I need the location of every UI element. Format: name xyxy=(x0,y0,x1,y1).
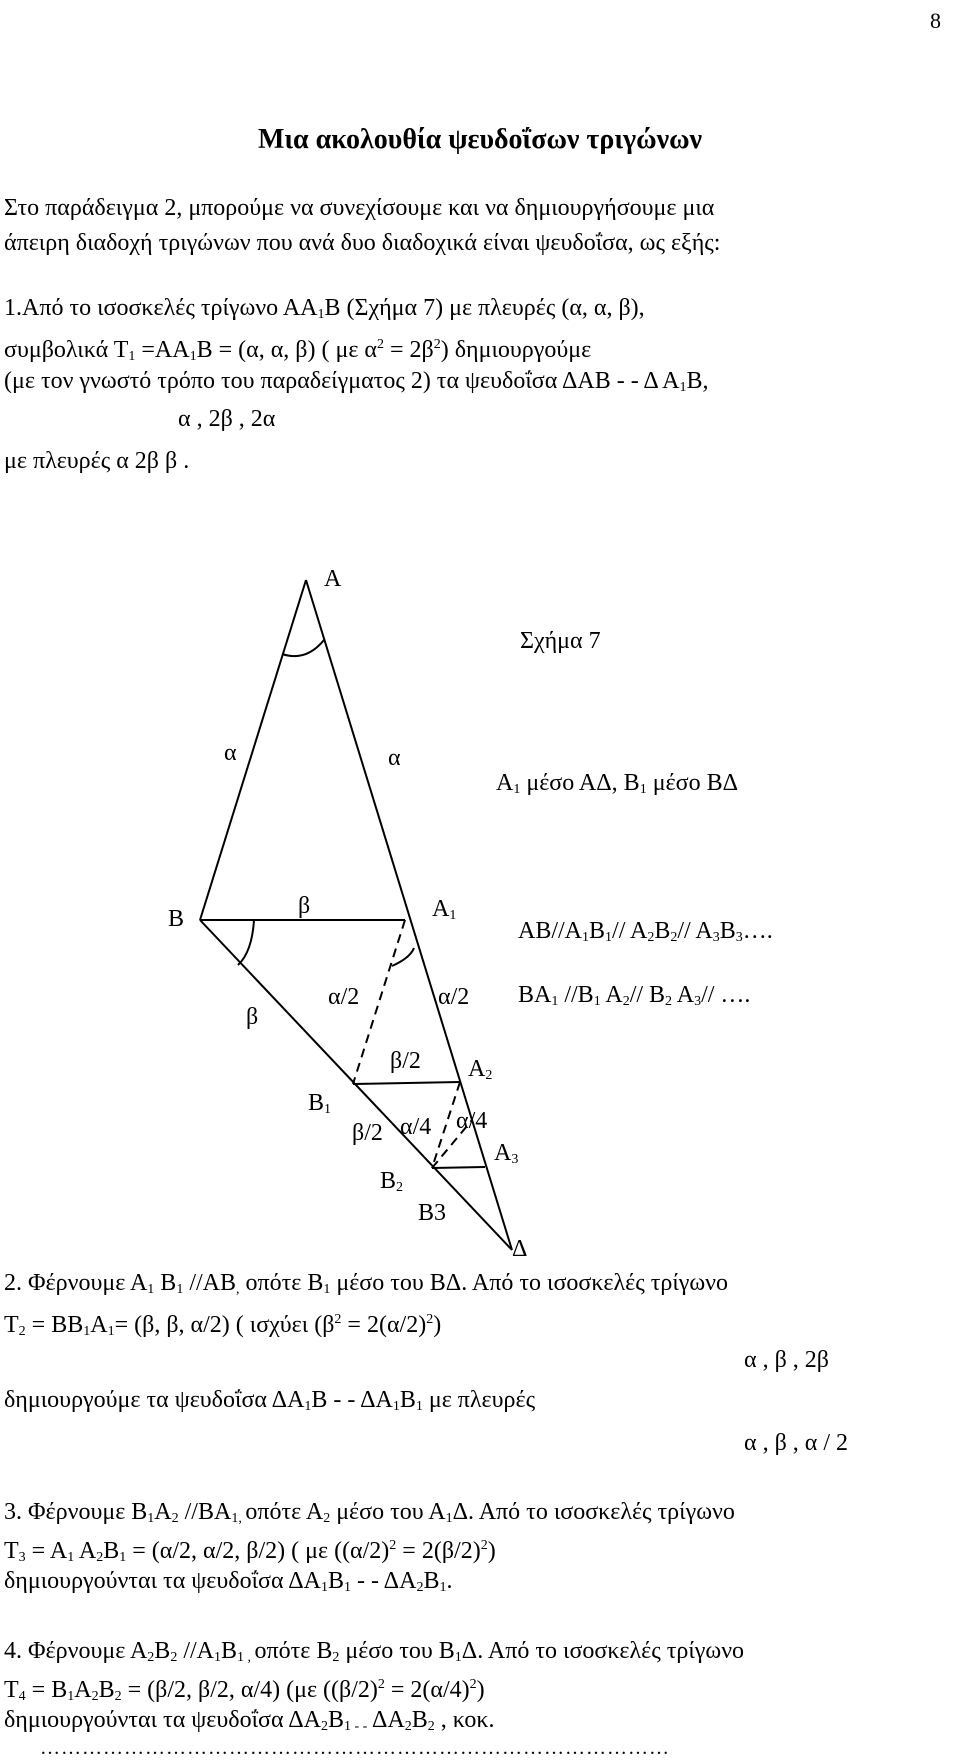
label-B2: $B_2$ xyxy=(380,1168,404,1195)
trailing-dots: ……………………………………………………………………………… xyxy=(40,1737,670,1759)
step1-line-2: συμβολικά $T_1 =AA_1B = (\alpha$, α, β) ( με $\alpha^2 = 2\beta^2$) δημιουργούμε xyxy=(4,337,592,364)
label-quarter-alpha-right: α/4 xyxy=(456,1108,488,1134)
side-AB xyxy=(200,580,306,920)
figure-note-midpoints: $A_1$ μέσο ΑΔ, $B_1$ μέσο ΒΔ xyxy=(496,770,739,797)
label-A3: $A_3$ xyxy=(494,1140,519,1167)
label-beta-left: β xyxy=(246,1004,259,1030)
label-alpha-left: α xyxy=(224,740,237,766)
step2-line-2: $T_2 = BB_1A_1= (\beta$, β, α/2) ( ισχύει $(\beta^2 = 2(\alpha/2)^2)$ xyxy=(4,1312,442,1339)
label-half-alpha-right: α/2 xyxy=(438,984,470,1010)
label-A1: $A_1$ xyxy=(432,896,457,923)
step3-line-1: 3. Φέρνουμε $B_1A_2$ $//BA_{1,}$ οπότε $A_2$ μέσο του $A_1\Delta$. Από το ισοσκελές τρίγωνο xyxy=(4,1499,735,1526)
label-B3: Β3 xyxy=(418,1200,447,1226)
intro-line-2: άπειρη διαδοχή τριγώνων που ανά δυο διαδοχικά είναι ψευδοΐσα, ως εξής: xyxy=(4,230,721,256)
step4-line-2: $T_4 = B_1A_2B_2 = (\beta/2$, β/2, α/4) (με $((\beta/2)^2 = 2(\alpha/4)^2)$ xyxy=(4,1677,485,1704)
label-B1: $B_1$ xyxy=(308,1090,332,1117)
step1-sides-bottom: με πλευρές α 2β β . xyxy=(4,448,190,474)
step2-line-1: 2. Φέρνουμε $A_1$ $B_1$ $//AB_,$ οπότε $B_1$ μέσο του ΒΔ. Από το ισοσκελές τρίγωνο xyxy=(4,1270,729,1297)
label-half-beta-2: β/2 xyxy=(352,1120,383,1146)
segment-B1A2 xyxy=(353,1082,460,1084)
label-half-beta: β/2 xyxy=(390,1048,421,1074)
label-half-alpha-left: α/2 xyxy=(328,984,360,1010)
page-title: Μια ακολουθία ψευδοΐσων τριγώνων xyxy=(257,124,703,155)
side-BD xyxy=(200,920,512,1250)
label-quarter-alpha-left: α/4 xyxy=(400,1114,432,1140)
step3-line-3: δημιουργούνται τα ψευδοΐσα $\Delta A_1B_1$ - - $\Delta A_2B_1$. xyxy=(4,1568,453,1595)
figure-note-parallels-1: $AB//A_1B_1//$ $A_2B_2//$ $A_3B_3\dots$. xyxy=(518,918,773,945)
label-B: Β xyxy=(168,906,185,932)
page-number: 8 xyxy=(930,8,941,33)
label-D: Δ xyxy=(512,1236,528,1262)
figure-note-parallels-2: $BA_1$ $//B_1$ $A_2//$ $B_2$ $A_3//$ …. xyxy=(518,982,751,1009)
step4-line-3: δημιουργούνται τα ψευδοΐσα $\Delta A_2B_1$ $_{- -}$ $\Delta A_2B_2$ , κοκ. xyxy=(4,1707,495,1734)
label-beta-top: β xyxy=(298,893,311,919)
figure-caption: Σχήμα 7 xyxy=(520,628,601,654)
label-A2: $A_2$ xyxy=(468,1056,493,1083)
step4-line-1: 4. Φέρνουμε $A_2B_2$ $//A_1B_1$ $_,$ οπότε $B_2$ μέσο του $B_1\Delta$. Από το ισοσκελές τρίγωνο xyxy=(4,1638,745,1665)
step1-line-3: (με τον γνωστό τρόπο του παραδείγματος 2) τα ψευδοΐσα ΔΑΒ - - Δ $A_1B$, xyxy=(4,368,709,395)
label-alpha-right: α xyxy=(388,745,401,771)
intro-line-1: Στο παράδειγμα 2, μπορούμε να συνεχίσουμε και να δημιουργήσουμε μια xyxy=(4,195,715,221)
step2-sides-top: α , β , 2β xyxy=(744,1347,829,1373)
step2-line-3: δημιουργούμε τα ψευδοΐσα $\Delta A_1B$ - - $\Delta A_1B_1$ με πλευρές xyxy=(4,1387,536,1414)
step2-sides-bottom: α , β , α / 2 xyxy=(744,1430,849,1456)
step1-sides-top: α , 2β , 2α xyxy=(178,406,276,432)
step1-line-1: 1.Από το ισοσκελές τρίγωνο $AA_1B$ (Σχήμα 7) με πλευρές (α, α, β), xyxy=(4,295,645,322)
angle-arc-A xyxy=(282,640,324,656)
angle-arc-B xyxy=(238,920,254,965)
segment-B2A3 xyxy=(432,1167,485,1168)
step3-line-2: $T_3 = A_1$ $A_2B_1 = (\alpha/2$, α/2, β/2) ( με $((\alpha/2)^2 = 2(\beta/2)^2)$ xyxy=(4,1538,496,1565)
side-AD xyxy=(306,580,512,1250)
label-A: Α xyxy=(324,566,342,592)
